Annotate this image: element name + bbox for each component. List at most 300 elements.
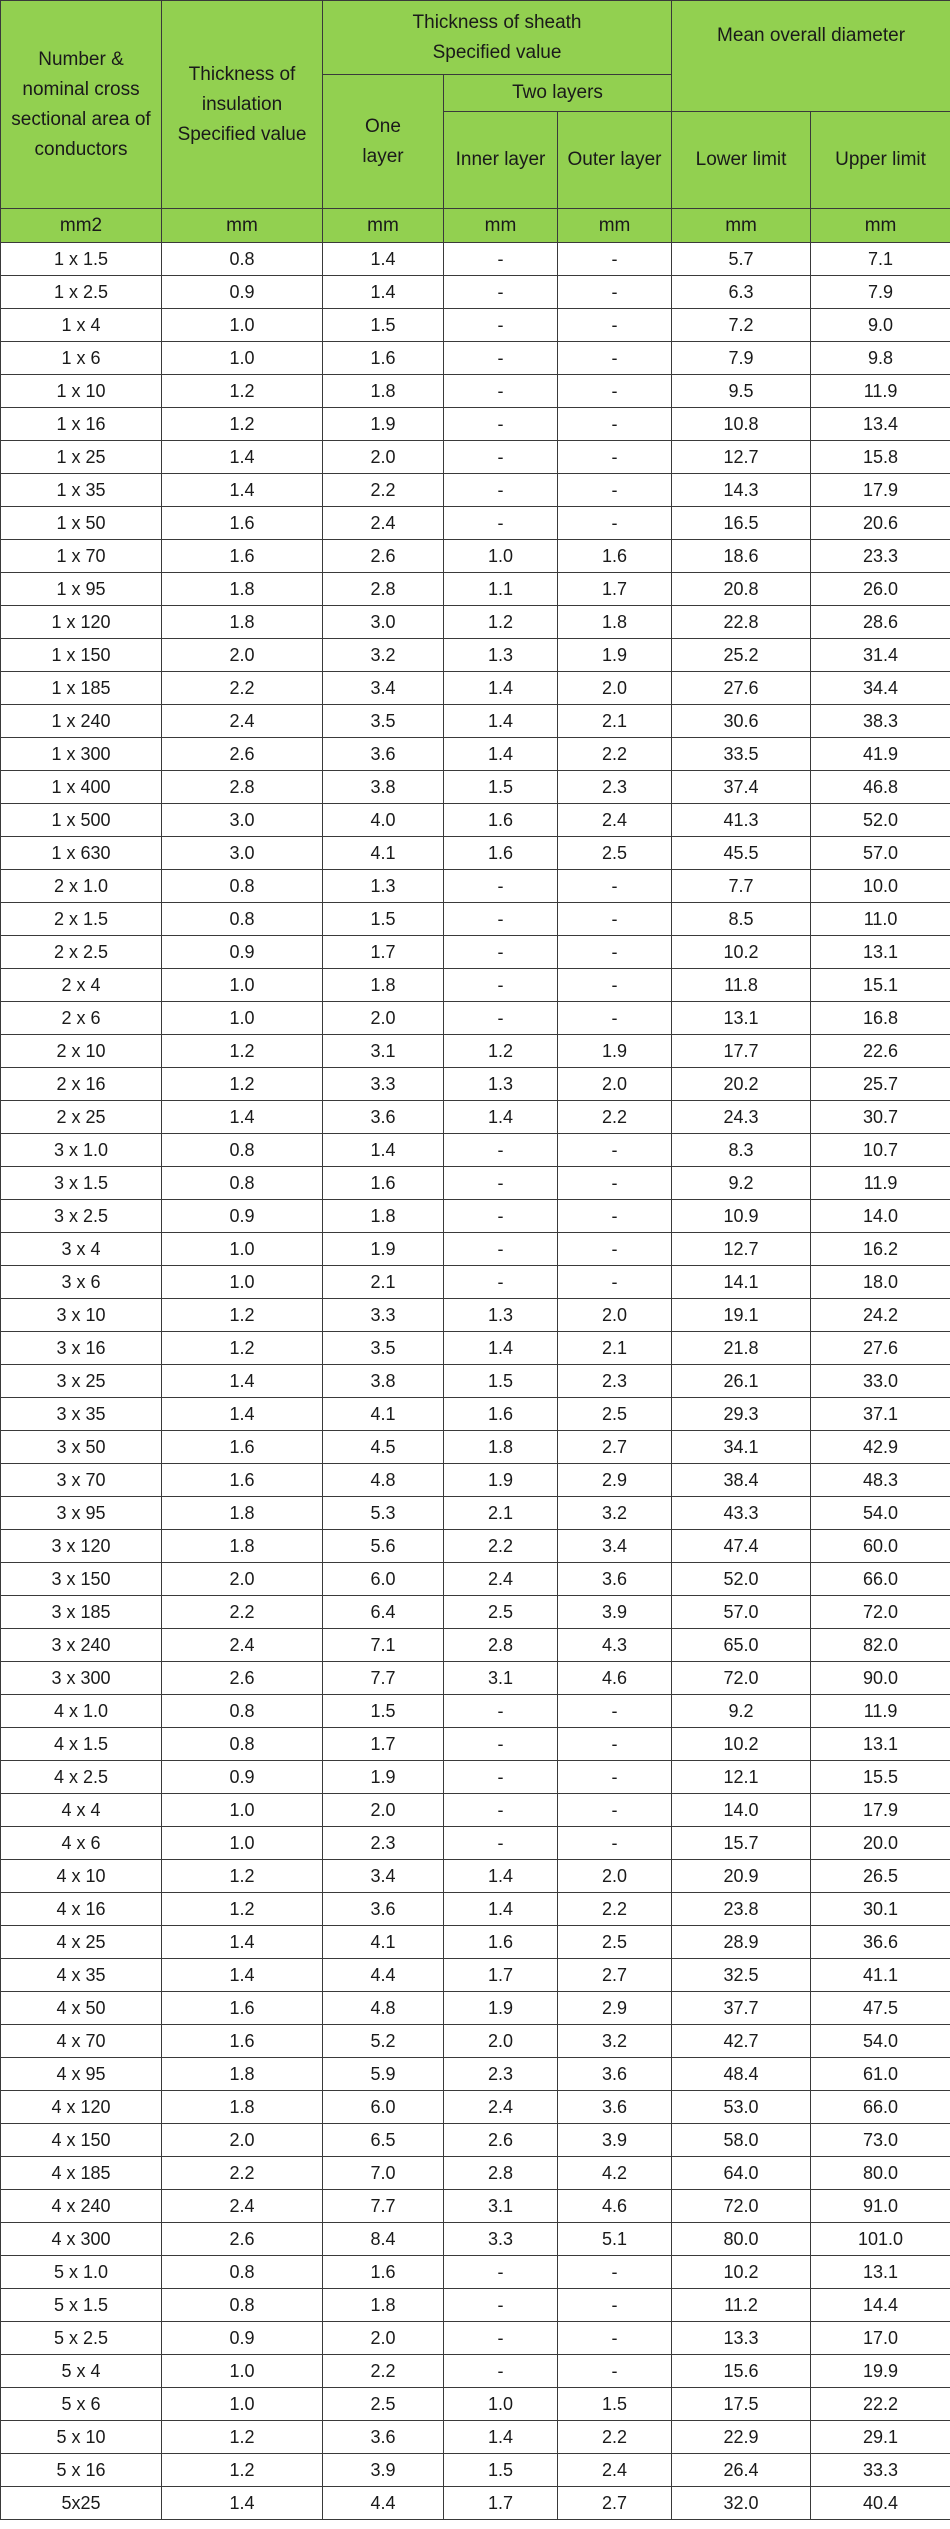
one-layer-cell: 2.0	[323, 441, 444, 474]
outer-layer-cell: -	[558, 441, 672, 474]
unit-cell: mm	[811, 209, 950, 243]
insulation-cell: 1.0	[162, 309, 323, 342]
outer-layer-cell: -	[558, 1728, 672, 1761]
outer-layer-cell: -	[558, 1134, 672, 1167]
one-layer-cell: 3.3	[323, 1068, 444, 1101]
table-row	[1, 1299, 950, 1332]
table-row	[1, 1893, 950, 1926]
inner-layer-cell: -	[444, 2322, 558, 2355]
inner-layer-cell: 1.5	[444, 771, 558, 804]
lower-limit-cell: 33.5	[672, 738, 811, 771]
outer-layer-cell: -	[558, 1266, 672, 1299]
inner-layer-cell: 3.1	[444, 2190, 558, 2223]
lower-limit-cell: 6.3	[672, 276, 811, 309]
inner-layer-cell: 1.4	[444, 1101, 558, 1134]
conductor-cell: 2 x 1.0	[1, 870, 162, 903]
insulation-cell: 2.6	[162, 1662, 323, 1695]
upper-limit-cell: 15.8	[811, 441, 950, 474]
outer-layer-header: Outer layer	[558, 112, 672, 209]
table-row	[1, 870, 950, 903]
insulation-cell: 1.6	[162, 507, 323, 540]
one-layer-cell: 2.5	[323, 2388, 444, 2421]
lower-limit-cell: 14.1	[672, 1266, 811, 1299]
lower-limit-cell: 65.0	[672, 1629, 811, 1662]
conductor-cell: 2 x 1.5	[1, 903, 162, 936]
inner-layer-cell: -	[444, 2355, 558, 2388]
insulation-cell: 1.8	[162, 1530, 323, 1563]
insulation-cell: 1.4	[162, 1398, 323, 1431]
upper-limit-cell: 24.2	[811, 1299, 950, 1332]
outer-layer-cell: -	[558, 408, 672, 441]
lower-limit-cell: 14.3	[672, 474, 811, 507]
conductor-cell: 3 x 70	[1, 1464, 162, 1497]
conductor-cell: 1 x 4	[1, 309, 162, 342]
inner-layer-cell: 1.7	[444, 1959, 558, 1992]
outer-layer-cell: 1.6	[558, 540, 672, 573]
table-row	[1, 1761, 950, 1794]
outer-layer-cell: -	[558, 375, 672, 408]
table-row	[1, 2289, 950, 2322]
upper-limit-cell: 20.0	[811, 1827, 950, 1860]
upper-limit-cell: 11.9	[811, 1167, 950, 1200]
one-layer-cell: 4.4	[323, 2487, 444, 2520]
table-row	[1, 309, 950, 342]
inner-layer-cell: -	[444, 1167, 558, 1200]
conductor-cell: 1 x 2.5	[1, 276, 162, 309]
outer-layer-cell: -	[558, 936, 672, 969]
upper-limit-cell: 17.0	[811, 2322, 950, 2355]
upper-limit-cell: 18.0	[811, 1266, 950, 1299]
one-layer-cell: 1.9	[323, 408, 444, 441]
conductor-cell: 4 x 25	[1, 1926, 162, 1959]
one-layer-cell: 2.0	[323, 1002, 444, 1035]
one-layer-cell: 3.2	[323, 639, 444, 672]
inner-layer-cell: 1.3	[444, 639, 558, 672]
one-layer-cell: 2.0	[323, 2322, 444, 2355]
outer-layer-cell: 3.9	[558, 1596, 672, 1629]
one-layer-cell: 1.5	[323, 1695, 444, 1728]
inner-layer-cell: -	[444, 1266, 558, 1299]
insulation-cell: 0.8	[162, 1728, 323, 1761]
insulation-cell: 1.6	[162, 1992, 323, 2025]
table-row	[1, 342, 950, 375]
outer-layer-cell: -	[558, 474, 672, 507]
table-row	[1, 2157, 950, 2190]
inner-layer-cell: -	[444, 870, 558, 903]
lower-limit-cell: 28.9	[672, 1926, 811, 1959]
insulation-cell: 1.0	[162, 1002, 323, 1035]
lower-limit-cell: 19.1	[672, 1299, 811, 1332]
outer-layer-cell: -	[558, 1695, 672, 1728]
insulation-cell: 2.2	[162, 1596, 323, 1629]
one-layer-cell: 2.6	[323, 540, 444, 573]
upper-limit-cell: 9.8	[811, 342, 950, 375]
insulation-cell: 0.8	[162, 243, 323, 276]
conductor-cell: 4 x 95	[1, 2058, 162, 2091]
outer-layer-cell: 2.2	[558, 1893, 672, 1926]
one-layer-cell: 4.5	[323, 1431, 444, 1464]
inner-layer-cell: -	[444, 2289, 558, 2322]
table-row	[1, 1794, 950, 1827]
outer-layer-cell: 3.6	[558, 2091, 672, 2124]
insulation-cell: 1.0	[162, 1233, 323, 1266]
outer-layer-cell: 2.5	[558, 837, 672, 870]
lower-limit-header: Lower limit	[672, 112, 811, 209]
upper-limit-cell: 90.0	[811, 1662, 950, 1695]
insulation-cell: 2.4	[162, 1629, 323, 1662]
insulation-cell: 2.6	[162, 2223, 323, 2256]
lower-limit-cell: 9.2	[672, 1167, 811, 1200]
lower-limit-cell: 20.2	[672, 1068, 811, 1101]
conductor-cell: 1 x 6	[1, 342, 162, 375]
conductor-cell: 5 x 10	[1, 2421, 162, 2454]
insulation-cell: 0.8	[162, 870, 323, 903]
lower-limit-cell: 13.1	[672, 1002, 811, 1035]
conductor-cell: 1 x 240	[1, 705, 162, 738]
insulation-cell: 1.2	[162, 1035, 323, 1068]
outer-layer-cell: 2.2	[558, 738, 672, 771]
conductor-cell: 2 x 4	[1, 969, 162, 1002]
table-row	[1, 1464, 950, 1497]
insulation-cell: 1.2	[162, 375, 323, 408]
outer-layer-cell: 2.4	[558, 2454, 672, 2487]
conductor-cell: 1 x 1.5	[1, 243, 162, 276]
insulation-cell: 0.9	[162, 276, 323, 309]
inner-layer-cell: 1.4	[444, 1332, 558, 1365]
conductor-cell: 4 x 120	[1, 2091, 162, 2124]
conductor-cell: 5 x 1.0	[1, 2256, 162, 2289]
lower-limit-cell: 48.4	[672, 2058, 811, 2091]
one-layer-cell: 3.6	[323, 1101, 444, 1134]
outer-layer-cell: 1.7	[558, 573, 672, 606]
table-row	[1, 1926, 950, 1959]
lower-limit-cell: 52.0	[672, 1563, 811, 1596]
outer-layer-cell: 2.7	[558, 2487, 672, 2520]
insulation-cell: 1.2	[162, 2421, 323, 2454]
insulation-cell: 1.6	[162, 540, 323, 573]
lower-limit-cell: 10.9	[672, 1200, 811, 1233]
inner-layer-cell: -	[444, 474, 558, 507]
inner-layer-cell: 1.4	[444, 1893, 558, 1926]
inner-layer-cell: -	[444, 1200, 558, 1233]
inner-layer-cell: 1.6	[444, 837, 558, 870]
conductor-cell: 4 x 35	[1, 1959, 162, 1992]
outer-layer-cell: 2.0	[558, 1068, 672, 1101]
lower-limit-cell: 26.1	[672, 1365, 811, 1398]
one-layer-cell: 3.5	[323, 1332, 444, 1365]
insulation-cell: 1.2	[162, 1332, 323, 1365]
outer-layer-cell: 2.5	[558, 1926, 672, 1959]
inner-layer-cell: 1.7	[444, 2487, 558, 2520]
lower-limit-cell: 12.1	[672, 1761, 811, 1794]
insulation-cell: 0.8	[162, 2256, 323, 2289]
upper-limit-cell: 46.8	[811, 771, 950, 804]
table-row	[1, 1365, 950, 1398]
upper-limit-cell: 11.0	[811, 903, 950, 936]
conductor-cell: 4 x 240	[1, 2190, 162, 2223]
outer-layer-cell: 3.4	[558, 1530, 672, 1563]
conductor-cell: 4 x 6	[1, 1827, 162, 1860]
table-row	[1, 639, 950, 672]
outer-layer-cell: 3.9	[558, 2124, 672, 2157]
insulation-cell: 2.4	[162, 705, 323, 738]
conductor-cell: 1 x 70	[1, 540, 162, 573]
one-layer-cell: 4.4	[323, 1959, 444, 1992]
one-layer-cell: 1.6	[323, 1167, 444, 1200]
outer-layer-cell: -	[558, 1827, 672, 1860]
inner-layer-cell: -	[444, 969, 558, 1002]
inner-layer-cell: 1.3	[444, 1299, 558, 1332]
upper-limit-cell: 91.0	[811, 2190, 950, 2223]
table-row	[1, 1431, 950, 1464]
upper-limit-cell: 72.0	[811, 1596, 950, 1629]
insulation-cell: 1.8	[162, 606, 323, 639]
conductor-cell: 1 x 400	[1, 771, 162, 804]
inner-layer-cell: -	[444, 1794, 558, 1827]
lower-limit-cell: 80.0	[672, 2223, 811, 2256]
one-layer-cell: 4.8	[323, 1992, 444, 2025]
outer-layer-cell: 2.0	[558, 1860, 672, 1893]
inner-layer-cell: 1.9	[444, 1992, 558, 2025]
one-layer-cell: 7.7	[323, 2190, 444, 2223]
upper-limit-cell: 36.6	[811, 1926, 950, 1959]
outer-layer-cell: 2.9	[558, 1464, 672, 1497]
lower-limit-cell: 10.2	[672, 2256, 811, 2289]
conductor-cell: 2 x 2.5	[1, 936, 162, 969]
insulation-cell: 1.0	[162, 1266, 323, 1299]
upper-limit-cell: 7.1	[811, 243, 950, 276]
one-layer-cell: 5.2	[323, 2025, 444, 2058]
table-row	[1, 771, 950, 804]
one-layer-cell: 5.6	[323, 1530, 444, 1563]
table-row	[1, 474, 950, 507]
conductor-cell: 4 x 185	[1, 2157, 162, 2190]
upper-limit-cell: 60.0	[811, 1530, 950, 1563]
conductor-cell: 3 x 1.5	[1, 1167, 162, 1200]
conductor-cell: 4 x 16	[1, 1893, 162, 1926]
upper-limit-cell: 73.0	[811, 2124, 950, 2157]
insulation-cell: 2.0	[162, 1563, 323, 1596]
conductor-cell: 3 x 35	[1, 1398, 162, 1431]
inner-layer-cell: -	[444, 2256, 558, 2289]
upper-limit-cell: 42.9	[811, 1431, 950, 1464]
insulation-cell: 1.4	[162, 2487, 323, 2520]
outer-layer-cell: 2.1	[558, 1332, 672, 1365]
lower-limit-cell: 12.7	[672, 1233, 811, 1266]
inner-layer-cell: -	[444, 375, 558, 408]
insulation-cell: 1.4	[162, 1959, 323, 1992]
insulation-cell: 0.8	[162, 2289, 323, 2322]
upper-limit-cell: 30.1	[811, 1893, 950, 1926]
lower-limit-cell: 58.0	[672, 2124, 811, 2157]
insulation-cell: 0.9	[162, 2322, 323, 2355]
inner-layer-cell: 1.6	[444, 1398, 558, 1431]
upper-limit-cell: 15.1	[811, 969, 950, 1002]
insulation-cell: 1.0	[162, 1827, 323, 1860]
table-row	[1, 2355, 950, 2388]
lower-limit-cell: 20.9	[672, 1860, 811, 1893]
one-layer-cell: 3.6	[323, 1893, 444, 1926]
conductor-cell: 1 x 50	[1, 507, 162, 540]
one-layer-cell: 2.8	[323, 573, 444, 606]
conductor-cell: 3 x 6	[1, 1266, 162, 1299]
conductor-cell: 1 x 500	[1, 804, 162, 837]
outer-layer-cell: 5.1	[558, 2223, 672, 2256]
lower-limit-cell: 57.0	[672, 1596, 811, 1629]
lower-limit-cell: 41.3	[672, 804, 811, 837]
table-row	[1, 375, 950, 408]
table-row	[1, 2190, 950, 2223]
conductor-cell: 2 x 16	[1, 1068, 162, 1101]
upper-limit-cell: 14.0	[811, 1200, 950, 1233]
one-layer-cell: 3.8	[323, 1365, 444, 1398]
upper-limit-cell: 25.7	[811, 1068, 950, 1101]
insulation-cell: 1.8	[162, 2058, 323, 2091]
one-layer-cell: 3.5	[323, 705, 444, 738]
table-row	[1, 2223, 950, 2256]
one-layer-cell: 3.6	[323, 738, 444, 771]
inner-layer-cell: 2.4	[444, 1563, 558, 1596]
conductor-cell: 4 x 150	[1, 2124, 162, 2157]
outer-layer-cell: 1.9	[558, 639, 672, 672]
insulation-cell: 1.2	[162, 408, 323, 441]
inner-layer-cell: 1.2	[444, 1035, 558, 1068]
one-layer-cell: 1.5	[323, 309, 444, 342]
conductor-cell: 1 x 25	[1, 441, 162, 474]
lower-limit-cell: 7.9	[672, 342, 811, 375]
lower-limit-cell: 7.2	[672, 309, 811, 342]
insulation-cell: 1.8	[162, 1497, 323, 1530]
lower-limit-cell: 29.3	[672, 1398, 811, 1431]
conductor-cell: 4 x 2.5	[1, 1761, 162, 1794]
inner-layer-cell: 2.2	[444, 1530, 558, 1563]
one-layer-cell: 4.1	[323, 1398, 444, 1431]
conductor-cell: 3 x 300	[1, 1662, 162, 1695]
table-row	[1, 2454, 950, 2487]
one-layer-cell: 2.0	[323, 1794, 444, 1827]
upper-limit-cell: 16.8	[811, 1002, 950, 1035]
inner-layer-cell: 1.4	[444, 672, 558, 705]
inner-layer-cell: 1.5	[444, 2454, 558, 2487]
lower-limit-cell: 21.8	[672, 1332, 811, 1365]
lower-limit-cell: 14.0	[672, 1794, 811, 1827]
one-layer-cell: 1.3	[323, 870, 444, 903]
conductor-cell: 3 x 120	[1, 1530, 162, 1563]
one-layer-cell: 7.1	[323, 1629, 444, 1662]
upper-limit-cell: 11.9	[811, 375, 950, 408]
upper-limit-cell: 66.0	[811, 1563, 950, 1596]
inner-layer-cell: 2.3	[444, 2058, 558, 2091]
table-row	[1, 1530, 950, 1563]
upper-limit-cell: 37.1	[811, 1398, 950, 1431]
insulation-cell: 2.8	[162, 771, 323, 804]
outer-layer-cell: 3.6	[558, 1563, 672, 1596]
unit-cell: mm	[558, 209, 672, 243]
upper-limit-cell: 27.6	[811, 1332, 950, 1365]
table-row	[1, 441, 950, 474]
insulation-cell: 1.2	[162, 1068, 323, 1101]
lower-limit-cell: 23.8	[672, 1893, 811, 1926]
conductor-cell: 5x25	[1, 2487, 162, 2520]
inner-layer-cell: 1.4	[444, 1860, 558, 1893]
upper-limit-cell: 52.0	[811, 804, 950, 837]
upper-limit-cell: 26.0	[811, 573, 950, 606]
upper-limit-cell: 23.3	[811, 540, 950, 573]
outer-layer-cell: -	[558, 1167, 672, 1200]
upper-limit-header: Upper limit	[811, 112, 950, 209]
inner-layer-cell: 1.4	[444, 738, 558, 771]
table-row	[1, 837, 950, 870]
table-row	[1, 1563, 950, 1596]
lower-limit-cell: 32.0	[672, 2487, 811, 2520]
inner-layer-cell: -	[444, 1728, 558, 1761]
insulation-cell: 2.2	[162, 2157, 323, 2190]
outer-layer-cell: -	[558, 1002, 672, 1035]
inner-layer-cell: 3.3	[444, 2223, 558, 2256]
lower-limit-cell: 13.3	[672, 2322, 811, 2355]
inner-layer-cell: -	[444, 507, 558, 540]
lower-limit-cell: 9.5	[672, 375, 811, 408]
table-row	[1, 2025, 950, 2058]
lower-limit-cell: 38.4	[672, 1464, 811, 1497]
insulation-cell: 1.4	[162, 474, 323, 507]
insulation-cell: 2.6	[162, 738, 323, 771]
upper-limit-cell: 47.5	[811, 1992, 950, 2025]
one-layer-cell: 1.9	[323, 1761, 444, 1794]
upper-limit-cell: 31.4	[811, 639, 950, 672]
upper-limit-cell: 101.0	[811, 2223, 950, 2256]
one-layer-cell: 3.4	[323, 672, 444, 705]
table-row	[1, 1134, 950, 1167]
table-row	[1, 1233, 950, 1266]
conductor-cell: 2 x 6	[1, 1002, 162, 1035]
insulation-cell: 1.2	[162, 1299, 323, 1332]
insulation-cell: 2.0	[162, 2124, 323, 2157]
conductor-cell: 1 x 630	[1, 837, 162, 870]
outer-layer-cell: -	[558, 1200, 672, 1233]
conductor-header: Number & nominal cross sectional area of conductors	[1, 1, 162, 209]
inner-layer-cell: 1.4	[444, 2421, 558, 2454]
inner-layer-cell: -	[444, 903, 558, 936]
conductor-cell: 4 x 1.0	[1, 1695, 162, 1728]
conductor-cell: 4 x 1.5	[1, 1728, 162, 1761]
insulation-cell: 1.0	[162, 2388, 323, 2421]
lower-limit-cell: 34.1	[672, 1431, 811, 1464]
inner-layer-cell: -	[444, 408, 558, 441]
insulation-cell: 3.0	[162, 837, 323, 870]
inner-layer-cell: 1.4	[444, 705, 558, 738]
lower-limit-cell: 30.6	[672, 705, 811, 738]
inner-layer-cell: -	[444, 342, 558, 375]
one-layer-cell: 7.0	[323, 2157, 444, 2190]
inner-layer-cell: 1.5	[444, 1365, 558, 1398]
one-layer-cell: 1.8	[323, 375, 444, 408]
table-row	[1, 573, 950, 606]
outer-layer-cell: -	[558, 276, 672, 309]
one-layer-cell: 2.3	[323, 1827, 444, 1860]
units-row	[1, 209, 950, 243]
conductor-cell: 2 x 10	[1, 1035, 162, 1068]
upper-limit-cell: 41.9	[811, 738, 950, 771]
table-row	[1, 1629, 950, 1662]
outer-layer-cell: -	[558, 309, 672, 342]
one-layer-cell: 1.8	[323, 969, 444, 1002]
table-row	[1, 1596, 950, 1629]
upper-limit-cell: 33.0	[811, 1365, 950, 1398]
upper-limit-cell: 9.0	[811, 309, 950, 342]
conductor-cell: 5 x 4	[1, 2355, 162, 2388]
lower-limit-cell: 10.2	[672, 1728, 811, 1761]
